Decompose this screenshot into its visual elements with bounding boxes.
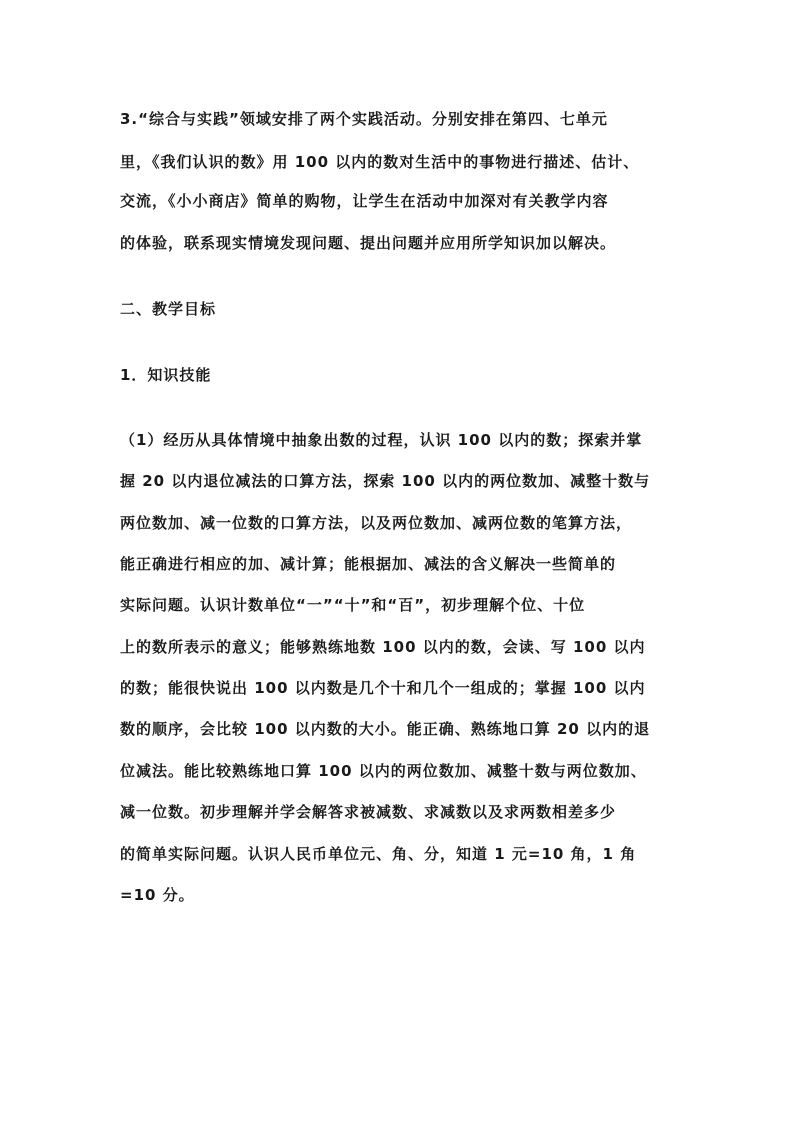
paragraph-2-line-2: 握 20 以内退位减法的口算方法，探索 100 以内的两位数加、减整十数与 <box>120 472 651 490</box>
paragraph-2-line-11: 的简单实际问题。认识人民币单位元、角、分，知道 1 元=10 角，1 角 <box>120 845 637 863</box>
paragraph-2-line-7: 的数；能很快说出 100 以内数是几个十和几个一组成的；掌握 100 以内 <box>120 679 646 697</box>
paragraph-1-line-2: 里，《我们认识的数》用 100 以内的数对生活中的事物进行描述、估计、 <box>120 153 640 171</box>
paragraph-1-line-3: 交流，《小小商店》简单的购物，让学生在活动中加深对有关教学内容 <box>120 192 609 210</box>
paragraph-2-line-6: 上的数所表示的意义；能够熟练地数 100 以内的数，会读、写 100 以内 <box>120 638 646 656</box>
paragraph-1-line-1: 3.“综合与实践”领域安排了两个实践活动。分别安排在第四、七单元 <box>120 110 608 128</box>
paragraph-2-line-4: 能正确进行相应的加、减计算；能根据加、减法的含义解决一些简单的 <box>120 555 617 573</box>
paragraph-2-line-10: 减一位数。初步理解并学会解答求被减数、求减数以及求两数相差多少 <box>120 803 617 821</box>
paragraph-2-line-8: 数的顺序，会比较 100 以内数的大小。能正确、熟练地口算 20 以内的退 <box>120 720 651 738</box>
paragraph-2-line-3: 两位数加、减一位数的口算方法，以及两位数加、减两位数的笔算方法， <box>120 514 633 532</box>
paragraph-2-line-5: 实际问题。认识计数单位“一”“十”和“百”，初步理解个位、十位 <box>120 596 586 614</box>
paragraph-2-line-12: =10 分。 <box>120 886 195 904</box>
section-heading: 二、教学目标 <box>120 300 217 318</box>
paragraph-2-line-9: 位减法。能比较熟练地口算 100 以内的两位数加、减整十数与两位数加、 <box>120 762 647 780</box>
subsection-heading: 1．知识技能 <box>120 366 212 384</box>
paragraph-2-line-1: （1）经历从具体情境中抽象出数的过程，认识 100 以内的数；探索并掌 <box>120 431 643 449</box>
paragraph-1-line-4: 的体验，联系现实情境发现问题、提出问题并应用所学知识加以解决。 <box>120 234 617 252</box>
